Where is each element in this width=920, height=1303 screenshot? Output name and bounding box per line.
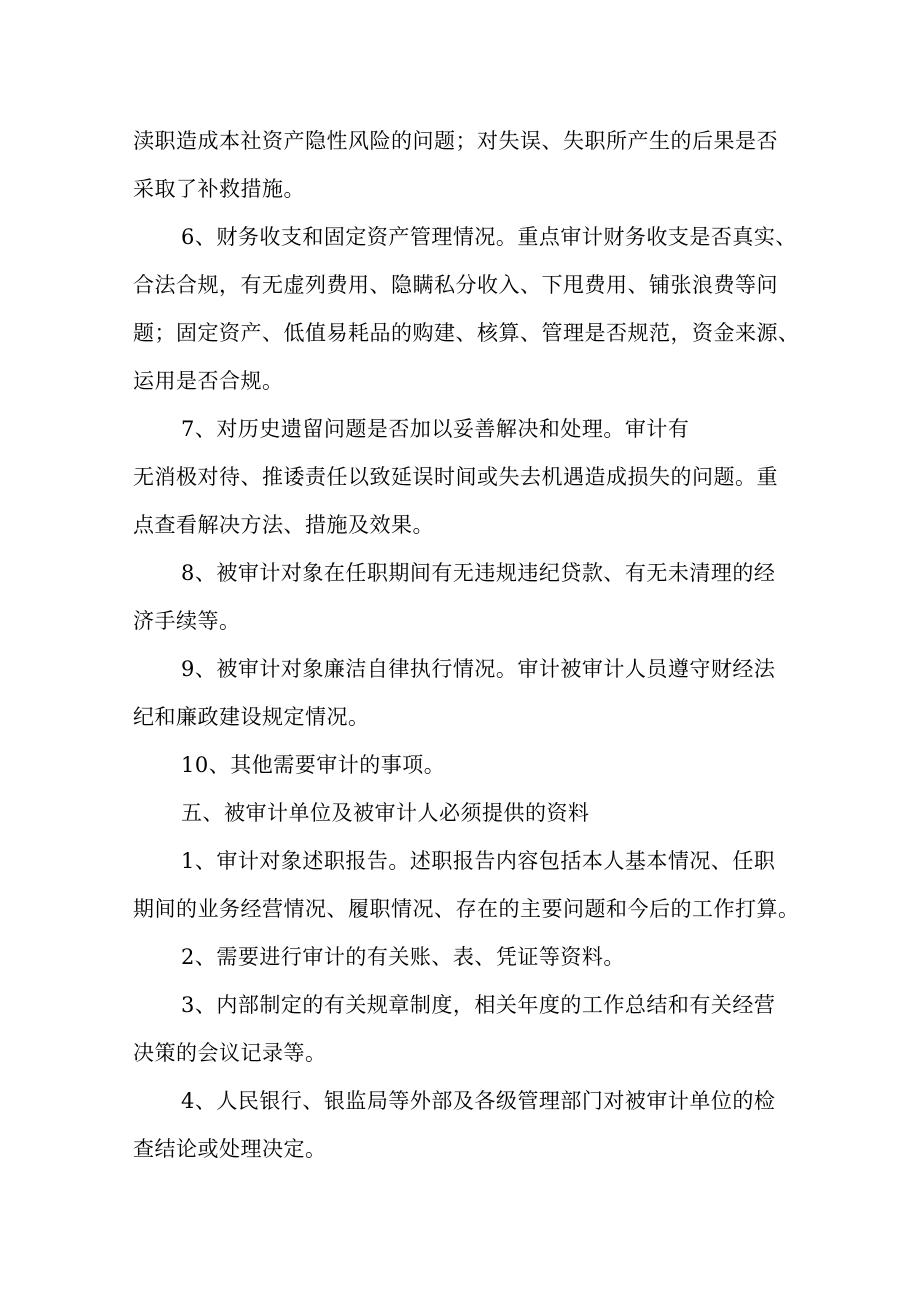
text-line: 4、人民银行、银监局等外部及各级管理部门对被审计单位的检 (181, 1089, 776, 1113)
text-line: 采取了补救措施。 (133, 177, 305, 201)
text-line: 7、对历史遗留问题是否加以妥善解决和处理。审计有 (181, 417, 690, 441)
text-line: 点查看解决方法、措施及效果。 (133, 513, 434, 537)
text-line: 济手续等。 (133, 609, 241, 633)
text-line: 合法合规，有无虚列费用、隐瞒私分收入、下甩费用、铺张浪费等问 (133, 273, 778, 297)
section-heading: 五、被审计单位及被审计人必须提供的资料 (181, 801, 590, 825)
text-line: 渎职造成本社资产隐性风险的问题；对失误、失职所产生的后果是否 (133, 129, 778, 153)
text-line: 10、其他需要审计的事项。 (181, 753, 446, 777)
text-line: 查结论或处理决定。 (133, 1137, 327, 1161)
text-line: 1、审计对象述职报告。述职报告内容包括本人基本情况、任职 (181, 849, 776, 873)
text-line: 期间的业务经营情况、履职情况、存在的主要问题和今后的工作打算。 (133, 897, 800, 921)
text-line: 3、内部制定的有关规章制度，相关年度的工作总结和有关经营 (181, 993, 776, 1017)
text-line: 纪和廉政建设规定情况。 (133, 705, 370, 729)
text-line: 8、被审计对象在任职期间有无违规违纪贷款、有无未清理的经 (181, 561, 776, 585)
text-line: 2、需要进行审计的有关账、表、凭证等资料。 (181, 945, 625, 969)
text-line: 9、被审计对象廉洁自律执行情况。审计被审计人员遵守财经法 (181, 657, 776, 681)
text-line: 无消极对待、推诿责任以致延误时间或失去机遇造成损失的问题。重 (133, 465, 778, 489)
text-line: 决策的会议记录等。 (133, 1041, 327, 1065)
text-line: 题；固定资产、低值易耗品的购建、核算、管理是否规范，资金来源、 (133, 321, 800, 345)
text-line: 运用是否合规。 (133, 369, 284, 393)
text-line: 6、财务收支和固定资产管理情况。重点审计财务收支是否真实、 (181, 225, 797, 249)
